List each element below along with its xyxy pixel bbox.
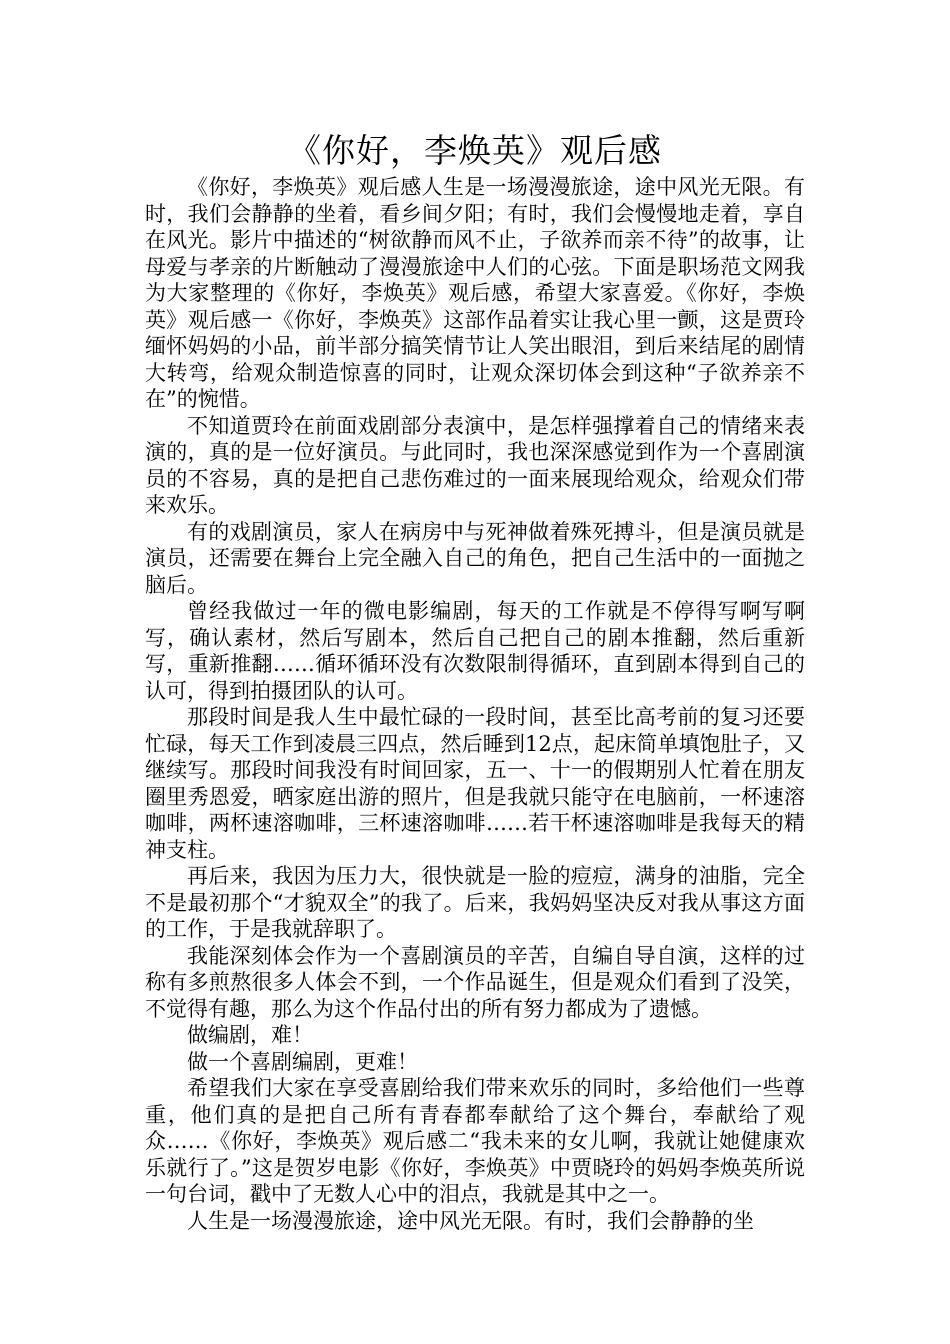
- paragraph-writer-hard: 做编剧，难！: [187, 1023, 313, 1047]
- paragraph-drama-actors: 有的戏剧演员，家人在病房中与死神做着殊死搏斗，但是演员就是演员，还需要在舞台上完全融入自己的角色，把自己生活中的一面抛之脑后。: [145, 519, 805, 597]
- paragraph-intro: 《你好，李焕英》观后感人生是一场漫漫旅途，途中风光无限。有时，我们会静静的坐着，看乡间夕阳；有时，我们会慢慢地走着，享自在风光。影片中描述的“树欲静而风不止，子欲养而亲不待”的故事，让母爱与孝亲的片断触动了漫漫旅途中人们的心弦。下面是职场范文网我为大家整理的《你好，李焕英》观后感，希望大家喜爱。《你好，李焕英》观后感一《你好，李焕英》这部作品着实让我心里一颤，这是贾玲缅怀妈妈的小品，前半部分搞笑情节让人笑出眼泪，到后来结尾的剧情大转弯，给观众制造惊喜的同时，让观众深切体会到这种“子欲养亲不在”的惋惜。: [145, 175, 805, 411]
- page-title: 《你好，李焕英》观后感: [288, 131, 662, 170]
- paragraph-screenwriter-experience: 曾经我做过一年的微电影编剧，每天的工作就是不停得写啊写啊写，确认素材，然后写剧本，然后自己把自己的剧本推翻，然后重新写，重新推翻……循环循环没有次数限制得循环，直到剧本得到自己的认可，得到拍摄团队的认可。: [145, 599, 805, 703]
- paragraph-resignation: 再后来，我因为压力大，很快就是一脸的痘痘，满身的油脂，完全不是最初那个“才貌双全”的我了。后来，我妈妈坚决反对我从事这方面的工作，于是我就辞职了。: [145, 864, 805, 941]
- paragraph-comedy-hardship: 我能深刻体会作为一个喜剧演员的辛苦，自编自导自演，这样的过称有多煎熬很多人体会不到，一个作品诞生，但是观众们看到了没笑，不觉得有趣，那么为这个作品付出的所有努力都成为了遗憾。: [145, 943, 805, 1021]
- paragraph-actor-emotion: 不知道贾玲在前面戏剧部分表演中，是怎样强撑着自己的情绪来表演的，真的是一位好演员。与此同时，我也深深感觉到作为一个喜剧演员的不容易，真的是把自己悲伤难过的一面来展现给观众，给观众们带来欢乐。: [145, 413, 805, 517]
- paragraph-busy-period: 那段时间是我人生中最忙碌的一段时间，甚至比高考前的复习还要忙碌，每天工作到凌晨三四点，然后睡到12点，起床简单填饱肚子，又继续写。那段时间我没有时间回家，五一、十一的假期别人忙着在朋友圈里秀恩爱，晒家庭出游的照片，但是我就只能守在电脑前，一杯速溶咖啡，两杯速溶咖啡，三杯速溶咖啡……若干杯速溶咖啡是我每天的精神支柱。: [145, 705, 805, 862]
- paragraph-comedy-writer-harder: 做一个喜剧编剧，更难！: [187, 1049, 418, 1074]
- document-page: [145, 128, 805, 1234]
- paragraph-closing: 人生是一场漫漫旅途，途中风光无限。有时，我们会静静的坐: [187, 1208, 754, 1233]
- paragraph-respect: 希望我们大家在享受喜剧给我们带来欢乐的同时，多给他们一些尊重，他们真的是把自己所有青春都奉献给了这个舞台，奉献给了观众……《你好，李焕英》观后感二“我未来的女儿啊，我就让她健康欢乐就行了。”这是贺岁电影《你好，李焕英》中贾晓玲的妈妈李焕英所说一句台词，戳中了无数人心中的泪点，我就是其中之一。: [145, 1076, 805, 1206]
